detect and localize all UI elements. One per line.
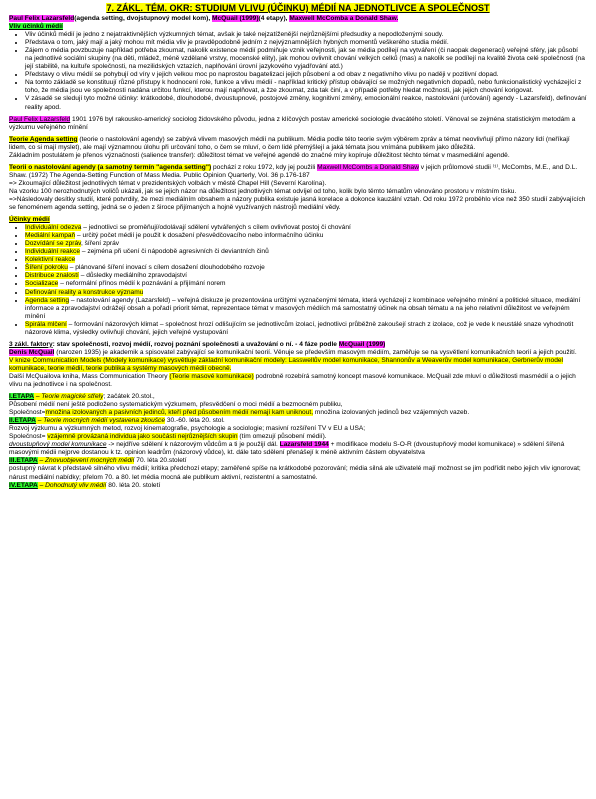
etapa-2-heading xyxy=(9,417,587,425)
etapa-text: (tím omezují působení médií). xyxy=(237,433,327,441)
etapa-title: – Dohodnutý vliv médií xyxy=(37,481,107,489)
list-item xyxy=(25,321,587,337)
ucinek-term: Mediální kampaň xyxy=(25,232,76,240)
page-title: 7. ZÁKL. TÉM. OKR: STUDIUM VLIVU (ÚČINKU) MÉDIÍ NA JEDNOTLIVCE A SPOLEČNOST xyxy=(106,3,490,13)
ucinek-desc: , šíření zpráv xyxy=(80,240,120,248)
etapa-title: – Znovuobjevení mocných médií xyxy=(37,457,135,465)
agenda-theory xyxy=(9,136,587,152)
list-item: • Zájem o média povzbuzuje například potřeba zkoumat, nakolik existence médií podmiňuje vznik veřejnosti, jak se média podílejí na vytváření (či naopak degeneraci) veřejné sféry, jak působí na jednotlivé sociální skupiny (na děti, mládež, méně vzdělané vrstvy, mocenské elity), jak mohou ovlivnit chování velkých celků (mas) a nakolik se podílejí na kvalitě života celé společnosti (na její stabilitě, na kultuře společnosti, na mezilidských vztazích, naplňování úrovní jazykového vyjadřování atd.) xyxy=(25,47,587,71)
etapa-3-line2: postupný návrat k představě silného vlivu médií; kritika předchozí etapy; zaměřené spíše na krátkodobé pozorování; média silná ale uživatelé mají možnost se jim podřídit nebo jejich vliv ignorovat; nárust mediální nabídky; přelom 70. a 80. let média mocná ale publikum aktivní, rezistentní a samostatné. xyxy=(9,465,581,481)
ucinek-term: Distribuce znalostí xyxy=(25,272,79,280)
lazarsfeld-note: (agenda setting, dvojstupnový model kom), xyxy=(74,15,211,22)
header-line xyxy=(9,15,587,23)
list-item: • V zásadě se sledují tyto možné účinky: krátkodobé, dlouhodobé, dvoustupnové, postojové změny, kognitivní změny, emocionální reakce, nastolování (určování) agendy - Lazarsfeld), definování reality apod. xyxy=(25,95,587,111)
ucinek-desc: – jednotlivci se proměňují/odolávají sdělení vytvářených s cílem ovlivňovat postoj či chování xyxy=(81,224,351,232)
lazarsfeld-bio xyxy=(9,116,587,132)
etapa-label: II.ETAPA xyxy=(9,417,36,425)
etapa-label: III.ETAPA xyxy=(9,457,38,465)
list-item: • Představa o tom, jaký mají a jaký mohou mít média vliv je pravděpodobně jedním z nejvýznamnějších hybných momentů veškerého studia médií. xyxy=(25,39,587,47)
mcquail-models: V knize Communication Models (Modely komunikace) vysvětluje základní komunikační modely: Lasswellův model komunikace, Shannonův a Weaverův model komunikace, Gerbnerův model komunikace, teorie médií, teorie publika a systémy masových médií obecně. xyxy=(9,356,564,372)
nastolovani xyxy=(9,164,587,180)
nastolovani-3: => Zkoumající důležitost jednotlivých témat v prezidentských volbách v městě Chapel Hill (Severní Karolína). xyxy=(9,179,327,187)
etapa-hl: množina izolovaných a pasivních jedinců, kteří před působením médií nemají kam uniknout, xyxy=(45,409,314,417)
list-item xyxy=(25,297,587,321)
mcquail-bio-3hl: (Teorie masové komunikace) xyxy=(169,372,254,380)
etapa-date: 30.-60. léta 20. stol. xyxy=(165,417,225,425)
mcquail-name: McQuail (1999) xyxy=(212,15,259,22)
mccombs-shaw-name: Maxwell McComba a Donald Shaw. xyxy=(289,15,399,22)
ucinek-term: Individuální reakce xyxy=(25,248,80,256)
ucinek-term: Definování reality a konstrukce významu xyxy=(25,288,144,296)
etapa-title: – Teorie magické střely xyxy=(34,393,104,401)
ucinek-term: Socializace xyxy=(25,280,59,288)
list-item xyxy=(25,232,587,240)
list-item: • Představy o vlivu médií se pohybují od víry v jejich velkou moc po naprostou bagatelizaci jejich působení a od obav z negativního vlivu po naději v pozitivní dopad. xyxy=(25,71,587,79)
ucinek-desc: – plánované šíření inovací s cílem dosažení dlouhodobého rozvoje xyxy=(67,264,265,272)
agenda-text: (teorie o nastolování agendy) se zabývá vlivem masových médií na publikum. Média podle této teorie svým výběrem zpráv a témat neovlivňují přímo názory lidí (neříkají lidem, co si mají myslet), ale mají významnou úlohu při určování toho, o čem se mluví, o čem lidé přemýšlejí a jaká témata jsou vnímána publikem jako důležitá. xyxy=(9,135,570,151)
list-item xyxy=(25,248,587,256)
nastolovani-text2: v jejich průlomové studii ⁽¹⁾, McCombs, M.E., and D.L. Shaw. (1972) The Agenda-Setting Function of Mass Media. Public Opinion Quarterly, Vol. 36 p.176-187 xyxy=(9,163,578,179)
etapa-text: množina izolovaných jedinců bez vzájemných vazeb. xyxy=(313,409,470,417)
agenda-theory-2: Základním postulátem je přenos význačnosti (salience transfer): důležitost témat ve veřejné agendě do značné míry kopíruje důležitost těchto témat v masmediální agendě. xyxy=(9,151,510,159)
ucinek-desc: – zejména při učení či nápodobě agresivních či deviantních činů xyxy=(79,248,269,256)
ucinky-heading xyxy=(9,216,587,224)
nastolovani-5: =>Následovaly desítky studií, které potvrdily, že mezi mediálním obsahem a názory publika existuje jasná korelace a dokonce kauzální vztah. Od roku 1972 proběhlo více než 350 studií zabývajících se fenoménem agenda setting, jedná se o jeden z široce přijímaných a hojně využívaných nástrojů mediální vědy. xyxy=(9,195,586,212)
ucinek-term: Šíření pokroku xyxy=(25,264,68,272)
ucinek-desc: – nastolování agendy (Lazarsfeld) – veřejná diskuze je prezentována určitými vyznačenými témata, která vycházejí z kombinace veřejného mínění a politické situace, mediální informace a zpravodajství odrážejí obsah a pořadí priorit témat, reprezentace témat v masových médiích má samostatný účinek na obsah tématu a na jeho relativní důležitost ve veřejném mínění xyxy=(25,296,581,320)
list-item: • Na tomto základě se konstituují různé přístupy k hodnocení role, funkce a vlivu médií - například kritický přístup obávající se možných negativních dopadů, nebo funkcionalistický vycházející z toho, že média jsou ve společnosti nadána určitou funkcí, kterou mají naplňovat, a žze zkoumat, zda tak činí, a v případě potřeby hledat možnosti, jak jejich chování korigovat. xyxy=(25,79,587,95)
bio-text: 1901 1976 byl rakousko-americký sociolog židovského původu, jedna z klíčových postav americké sociologie dvacátého století. Věnoval se zejména statistickým metodám a výzkumu veřejného mínění xyxy=(9,115,576,131)
etapa-title: – Teorie mocných médií vystavena zkoušce xyxy=(35,417,166,425)
ucinky-list xyxy=(9,224,587,337)
mcquail-bio-name: Denis McQuail xyxy=(9,348,55,356)
ucinek-desc: – důsledky mediálního zpravodajství xyxy=(78,272,187,280)
mcquail-bio xyxy=(9,349,587,357)
mcquail-bio-3 xyxy=(9,373,587,389)
etapa-2-line2: Rozvoj výzkumu a výzkumných metod, rozvoj kinematografie, psychologie a sociologie; masivní rozšíření TV v EU a USA; xyxy=(9,425,366,433)
mcquail-bio-3a: Další McQuailova kniha, Mass Communication Theory xyxy=(9,372,170,380)
ucinek-desc: – formování názorových klimat – společnost hrozí odlišujícím se jednotlivcům izolací, jednotlivci průběžně zakoušejí strach z izolace, což je vede k neustálé snaze vyhodnotit názorové klima, výsledky ovlivňují chování, jejich veřejné vystupování xyxy=(25,320,574,336)
ucinky-heading-label: Účinky médií xyxy=(9,216,50,224)
mcquail-bio-text: (narozen 1935) je akademik a spisovatel zabývající se komunikační teorií. Věnuje se především masovým médiím, zaměřuje se na vysvětlení komunikačních teorií a jejich použití. xyxy=(54,348,577,356)
list-item xyxy=(25,289,587,297)
etapa-hl: vzájemně provázaná individua jako součásti nejrůznějších skupin xyxy=(47,433,238,441)
etapa-text: + modifikace modelu S-O-R (dvoustupňový model komunikace) » sdělení šířená masovými médii nejprve dostanou k tz. opinion leadrům (názorový vůdce), kt. dále tato sdělení přenášejí k méně aktivním částem obyvatelstva xyxy=(9,441,565,457)
etapa-label: IV.ETAPA xyxy=(9,481,38,489)
etapa-label: I.ETAPA xyxy=(9,393,35,401)
faktory-label: 3 zákl. faktory xyxy=(9,340,53,348)
lazarsfeld-1944: Lazarsfeld 1944 xyxy=(279,441,329,449)
ucinek-term: Agenda setting xyxy=(25,296,69,304)
etapa-3-heading xyxy=(9,457,587,465)
list-item: • Vliv účinků médií je jedno z nejatraktivnějších výzkumných témat, avšak je také nejzatíženější nejrůznějšími předsudky a nepodloženými soudy. xyxy=(25,31,587,39)
section-vliv-label: Vliv účinků médií xyxy=(9,23,63,31)
etapa-date: 80. léta 20. století xyxy=(106,481,161,489)
etapa-model: dvoustupňový model komunikace xyxy=(9,441,107,449)
ucinek-term: Dozvídání se zpráv xyxy=(25,240,81,248)
etapa-2-line4 xyxy=(9,441,587,457)
mcquail-note: (4 etapy), xyxy=(258,15,288,22)
etapa-text: -> nejdříve sdělení k názorovým vůdcům a ti je použijí dál. xyxy=(106,441,280,449)
etapa-1-heading xyxy=(9,393,587,401)
etapa-date: ; začátek 20.stol., xyxy=(103,393,155,401)
mcquail-bio-3b: podrobně rozebírá samotný koncept masové komunikace. McQuail zde mluví o důležitosti masmédií a o jejich vlivu na jednotlivce i na společnost. xyxy=(9,372,576,389)
nastolovani-text1: pochází z roku 1972, kdy jej použili xyxy=(211,163,318,171)
ucinek-term: Kolektivní reakce xyxy=(25,256,76,264)
etapa-1-line3 xyxy=(9,409,587,417)
section-vliv-heading xyxy=(9,23,587,31)
vliv-list xyxy=(9,31,587,111)
etapa-text: Společnost= xyxy=(9,409,46,417)
lazarsfeld-name: Paul Felix Lazarsfeld xyxy=(9,15,75,22)
faktory-text: : stav společnosti, rozvoj médií, rozvoj poznání společnosti a uvažování o ní. - 4 fáze podle xyxy=(52,340,339,348)
nastolovani-4: Na vzorku 100 nerozhodnutých voličů ukázali, jak se jejich názor na důležitost jednotlivých témat odvíjel od toho, kolik bylo těmto tématům věnováno prostoru v místním tisku. xyxy=(9,187,517,195)
etapa-4-heading xyxy=(9,482,587,490)
ucinek-desc: – neformální přínos médií k poznávání a přijímání norem xyxy=(58,280,226,288)
etapa-date: 70. léta 20.století xyxy=(134,457,187,465)
nastolovani-heading: Teorii o nastolování agendy (a samotný termín "agenda setting") xyxy=(9,163,212,171)
ucinek-term: Spirála mlčení xyxy=(25,320,67,328)
etapa-text: Společnost= xyxy=(9,433,48,441)
ucinek-term: Individuální odezva xyxy=(25,224,82,232)
mccombs-shaw-names: Maxwell McCombs a Donald Shaw xyxy=(317,163,419,171)
faktory-mcquail: McQuail (1999) xyxy=(338,340,386,348)
faktory xyxy=(9,341,587,349)
list-item xyxy=(25,224,587,232)
ucinek-desc: – určitý počet médií je použit k dosažení přesvědčovacího nebo informačního účinku xyxy=(75,232,324,240)
etapa-1-line2: Působení médií není ještě podloženo systematickým výzkumem, přesvědčení o moci médií a bezmocném publiku, xyxy=(9,401,343,409)
mcquail-bio-2 xyxy=(9,357,587,373)
bio-name: Paul Felix Lazarsfeld xyxy=(9,115,71,123)
list-item xyxy=(25,280,587,288)
list-item xyxy=(25,272,587,280)
agenda-heading: Teorie Agenda setting xyxy=(9,135,78,143)
